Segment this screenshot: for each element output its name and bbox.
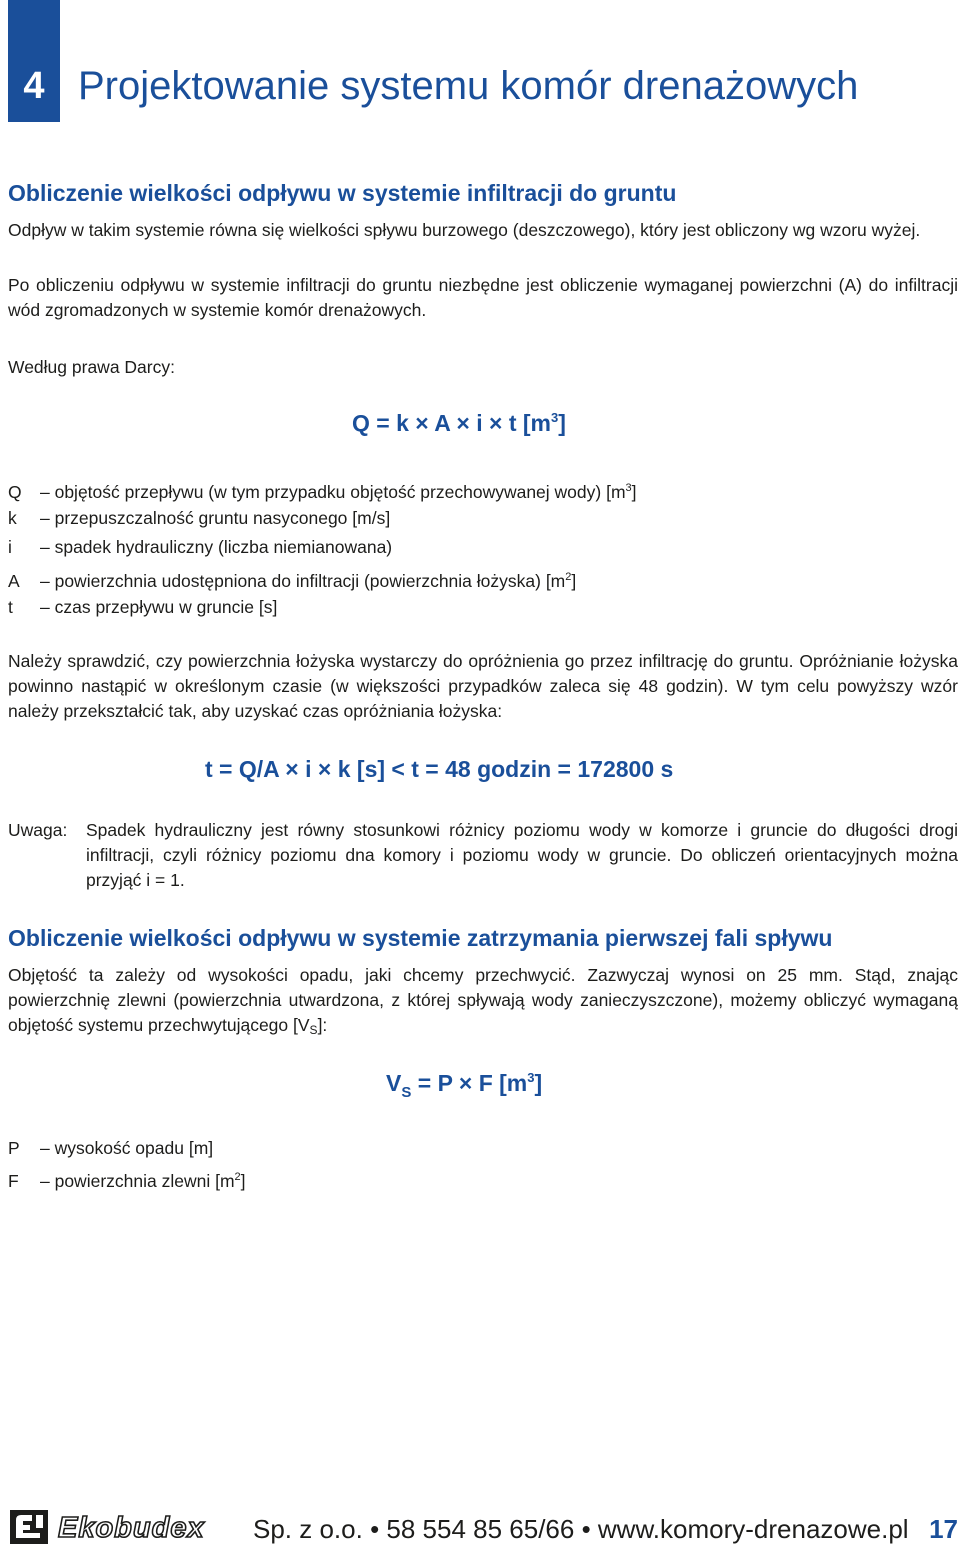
definition-symbol: P (8, 1138, 20, 1158)
formula-time: t = Q/A × i × k [s] < t = 48 godzin = 172800 s (205, 756, 674, 782)
formula-darcy-exp: 3 (550, 410, 559, 425)
formula-volume-end: ] (534, 1070, 543, 1096)
definition-sup: 2 (565, 571, 572, 583)
definition-text: – czas przepływu w gruncie [s] (40, 597, 278, 617)
section2-para1-sub: S (309, 1023, 318, 1037)
definition-row (8, 595, 277, 620)
definition-row (8, 1165, 246, 1194)
section1-para1: Odpływ w takim systemie równa się wielkości spływu burzowego (deszczowego), który jest obliczony wg wzoru wyżej. (8, 220, 921, 240)
formula-volume-rest: = P × F [m (411, 1070, 528, 1096)
definition-text: – powierzchnia udostępniona do infiltracji (powierzchnia łożyska) [m (40, 571, 566, 591)
section1-para3: Należy sprawdzić, czy powierzchnia łożyska wystarczy do opróżnienia go przez infiltrację do gruntu. Opróżnianie łożyska powinno nastąpić w określonym czasie (w większości przypadków zaleca się 48 godzin). W tym celu powyższy wzór należy przekształcić tak, aby uzyskać czas opróżniania łożyska: (8, 651, 958, 721)
darcy-intro: Według prawa Darcy: (8, 357, 175, 377)
section1-para2: Po obliczeniu odpływu w systemie infiltracji do gruntu niezbędne jest obliczenie wymaganej powierzchni (A) do infiltracji wód zgromadzonych w systemie komór drenażowych. (8, 275, 958, 320)
definition-symbol: i (8, 537, 12, 557)
definition-sup: 3 (625, 482, 632, 494)
section2-heading: Obliczenie wielkości odpływu w systemie zatrzymania pierwszej fali spływu (8, 925, 833, 951)
formula-darcy (352, 410, 566, 437)
definition-symbol: t (8, 597, 13, 617)
definition-symbol: F (8, 1171, 19, 1191)
definition-tail: ] (240, 1171, 246, 1191)
ekobudex-logo-icon (10, 1510, 50, 1544)
definition-tail: ] (571, 571, 577, 591)
formula-volume-exp: 3 (527, 1070, 535, 1085)
note-text: Spadek hydrauliczny jest równy stosunkowi różnicy poziomu wody w komorze i gruncie do długości drogi infiltracji, czyli różnicy poziomu dna komory i poziomu wody w gruncie. Do obliczeń orientacyjnych można przyjąć i = 1. (86, 820, 958, 890)
section2-para1-tail: ]: (317, 1015, 328, 1035)
footer-contact: Sp. z o.o. • 58 554 85 65/66 • www.komory-drenazowe.pl (253, 1514, 909, 1544)
formula-darcy-end: ] (558, 410, 566, 436)
definition-row (8, 535, 392, 560)
definition-tail: ] (631, 482, 637, 502)
note-label: Uwaga: (8, 820, 68, 840)
definition-text: – wysokość opadu [m] (40, 1138, 214, 1158)
definition-text: – przepuszczalność gruntu nasyconego [m/s] (40, 508, 391, 528)
note (8, 818, 958, 893)
definition-row (8, 1136, 213, 1161)
page-number: 17 (929, 1514, 958, 1544)
section2-para1 (8, 963, 958, 1043)
formula-volume-sub: S (401, 1084, 412, 1101)
definition-symbol: Q (8, 482, 22, 502)
section2-para1-text: Objętość ta zależy od wysokości opadu, jaki chcemy przechwycić. Zazwyczaj wynosi on 25 mm. Stąd, znając powierzchnię zlewni (powierzchnia utwardzona, z której spływają wody zanieczyszczone), możemy obliczyć wymaganą objętość systemu przechwytującego [V (8, 965, 958, 1035)
definition-sup: 2 (234, 1171, 241, 1183)
definition-symbol: A (8, 571, 20, 591)
definition-row (8, 506, 390, 531)
formula-volume-v: V (386, 1070, 402, 1096)
definition-text: – spadek hydrauliczny (liczba niemianowana) (40, 537, 393, 557)
ekobudex-logo-text: Ekobudex (58, 1512, 205, 1544)
definition-symbol: k (8, 508, 17, 528)
formula-darcy-main: Q = k × A × i × t [m (352, 410, 551, 436)
chapter-number: 4 (8, 0, 60, 122)
formula-volume (386, 1070, 542, 1101)
definition-text: – objętość przepływu (w tym przypadku objętość przechowywanej wody) [m (40, 482, 626, 502)
chapter-title: Projektowanie systemu komór drenażowych (78, 64, 859, 108)
section1-heading: Obliczenie wielkości odpływu w systemie infiltracji do gruntu (8, 180, 677, 206)
definition-row (8, 476, 637, 505)
definition-text: – powierzchnia zlewni [m (40, 1171, 235, 1191)
definition-row (8, 565, 576, 594)
footer (8, 1506, 960, 1548)
